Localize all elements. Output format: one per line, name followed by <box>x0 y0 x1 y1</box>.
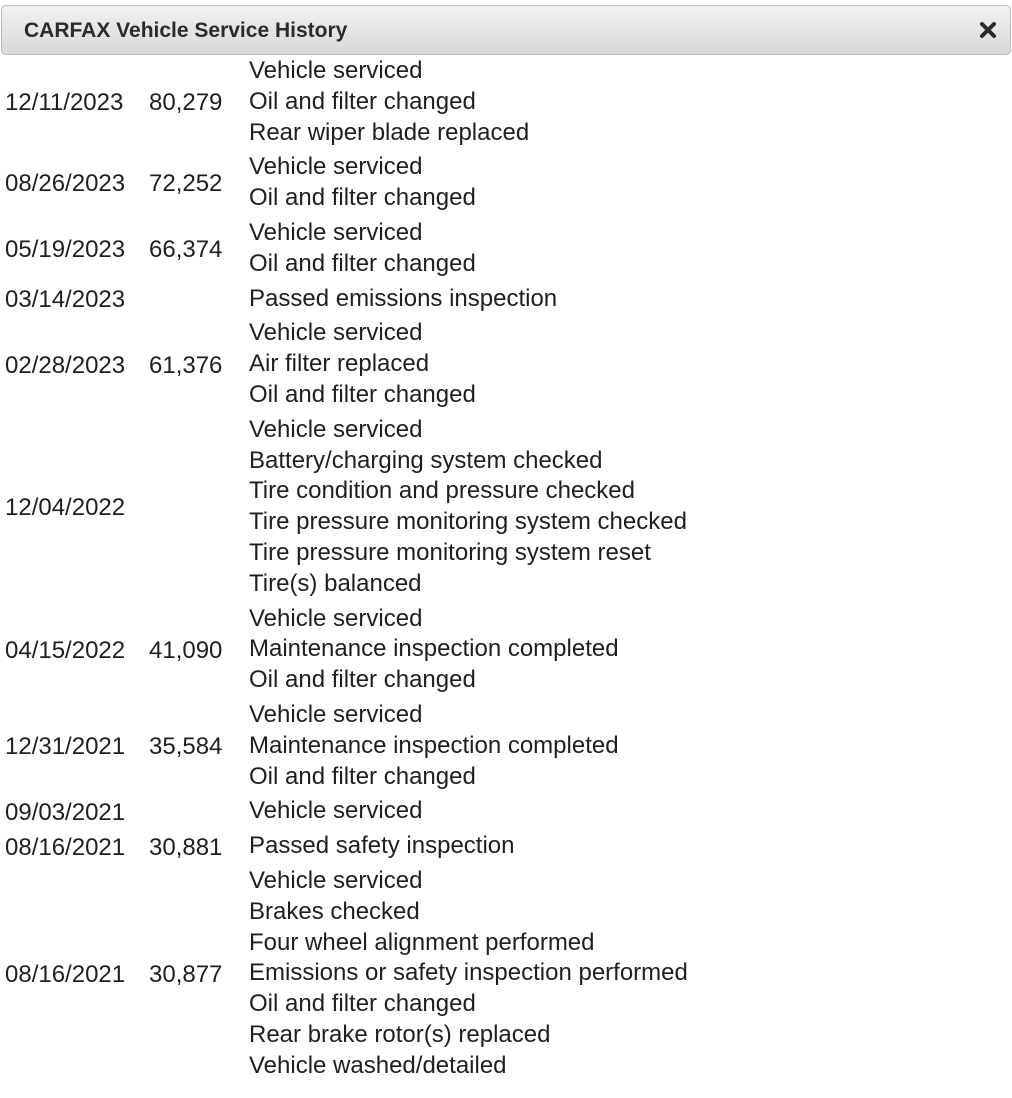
service-date: 03/14/2023 <box>5 285 126 313</box>
service-history-body <box>0 55 1012 1085</box>
service-item: Oil and filter changed <box>249 184 476 212</box>
service-details <box>249 55 1012 151</box>
service-item: Oil and filter changed <box>249 762 476 790</box>
odometer-reading: 80,279 <box>149 89 223 117</box>
service-details <box>249 217 1012 283</box>
close-icon-glyph <box>979 21 997 39</box>
service-date: 12/04/2022 <box>5 494 126 522</box>
service-date: 05/19/2023 <box>5 235 126 263</box>
odometer-reading: 30,877 <box>149 960 223 988</box>
service-date: 09/03/2021 <box>5 798 126 826</box>
service-item: Tire(s) balanced <box>249 569 422 597</box>
service-item: Vehicle serviced <box>249 218 423 246</box>
table-row <box>0 414 1012 603</box>
odometer-reading: 41,090 <box>149 636 223 664</box>
service-date: 12/11/2023 <box>5 89 124 117</box>
service-details <box>249 317 1012 413</box>
dialog-header <box>1 5 1011 55</box>
service-item: Oil and filter changed <box>249 990 476 1018</box>
service-item: Tire pressure monitoring system checked <box>249 508 687 536</box>
service-item: Passed emissions inspection <box>249 284 558 312</box>
service-item: Tire pressure monitoring system reset <box>249 538 651 566</box>
service-details <box>249 865 1012 1085</box>
service-item: Rear brake rotor(s) replaced <box>249 1020 551 1048</box>
service-history-table <box>0 55 1012 1085</box>
service-item: Tire condition and pressure checked <box>249 477 635 505</box>
table-row <box>0 865 1012 1085</box>
service-item: Vehicle serviced <box>249 604 423 632</box>
service-item: Vehicle serviced <box>249 153 423 181</box>
table-row <box>0 699 1012 795</box>
service-details <box>249 830 1012 865</box>
service-details <box>249 699 1012 795</box>
odometer-reading: 72,252 <box>149 170 223 198</box>
service-item: Vehicle serviced <box>249 319 423 347</box>
service-item: Emissions or safety inspection performed <box>249 959 688 987</box>
service-item: Battery/charging system checked <box>249 446 603 474</box>
service-item: Oil and filter changed <box>249 666 476 694</box>
service-date: 08/26/2023 <box>5 170 126 198</box>
odometer-reading <box>149 795 249 830</box>
table-row <box>0 830 1012 865</box>
service-item: Vehicle serviced <box>249 700 423 728</box>
service-item: Rear wiper blade replaced <box>249 118 530 146</box>
service-item: Vehicle serviced <box>249 866 423 894</box>
service-date: 12/31/2021 <box>5 733 126 761</box>
service-item: Vehicle serviced <box>249 797 423 825</box>
service-date: 08/16/2021 <box>5 960 126 988</box>
table-row <box>0 603 1012 699</box>
service-item: Maintenance inspection completed <box>249 635 619 663</box>
service-item: Vehicle serviced <box>249 57 423 84</box>
service-details <box>249 414 1012 603</box>
service-item: Passed safety inspection <box>249 832 515 860</box>
service-date: 04/15/2022 <box>5 636 126 664</box>
service-details <box>249 151 1012 217</box>
service-item: Air filter replaced <box>249 350 430 378</box>
close-icon[interactable] <box>978 20 998 40</box>
service-item: Oil and filter changed <box>249 380 476 408</box>
service-date: 02/28/2023 <box>5 351 126 379</box>
service-item: Oil and filter changed <box>249 87 476 115</box>
service-item: Oil and filter changed <box>249 249 476 277</box>
service-item: Brakes checked <box>249 897 420 925</box>
service-date: 08/16/2021 <box>5 833 126 861</box>
table-row <box>0 317 1012 413</box>
service-item: Vehicle serviced <box>249 415 423 443</box>
odometer-reading <box>149 414 249 603</box>
odometer-reading: 30,881 <box>149 833 223 861</box>
odometer-reading: 61,376 <box>149 351 223 379</box>
service-details <box>249 603 1012 699</box>
odometer-reading: 66,374 <box>149 235 223 263</box>
table-row <box>0 217 1012 283</box>
odometer-reading <box>149 283 249 318</box>
service-details <box>249 795 1012 830</box>
table-row <box>0 55 1012 151</box>
table-row <box>0 283 1012 318</box>
service-item: Maintenance inspection completed <box>249 731 619 759</box>
table-row <box>0 151 1012 217</box>
service-item: Vehicle washed/detailed <box>249 1051 507 1079</box>
service-item: Four wheel alignment performed <box>249 928 595 956</box>
table-row <box>0 795 1012 830</box>
service-details <box>249 283 1012 318</box>
odometer-reading: 35,584 <box>149 733 223 761</box>
dialog-title: CARFAX Vehicle Service History <box>24 19 348 42</box>
